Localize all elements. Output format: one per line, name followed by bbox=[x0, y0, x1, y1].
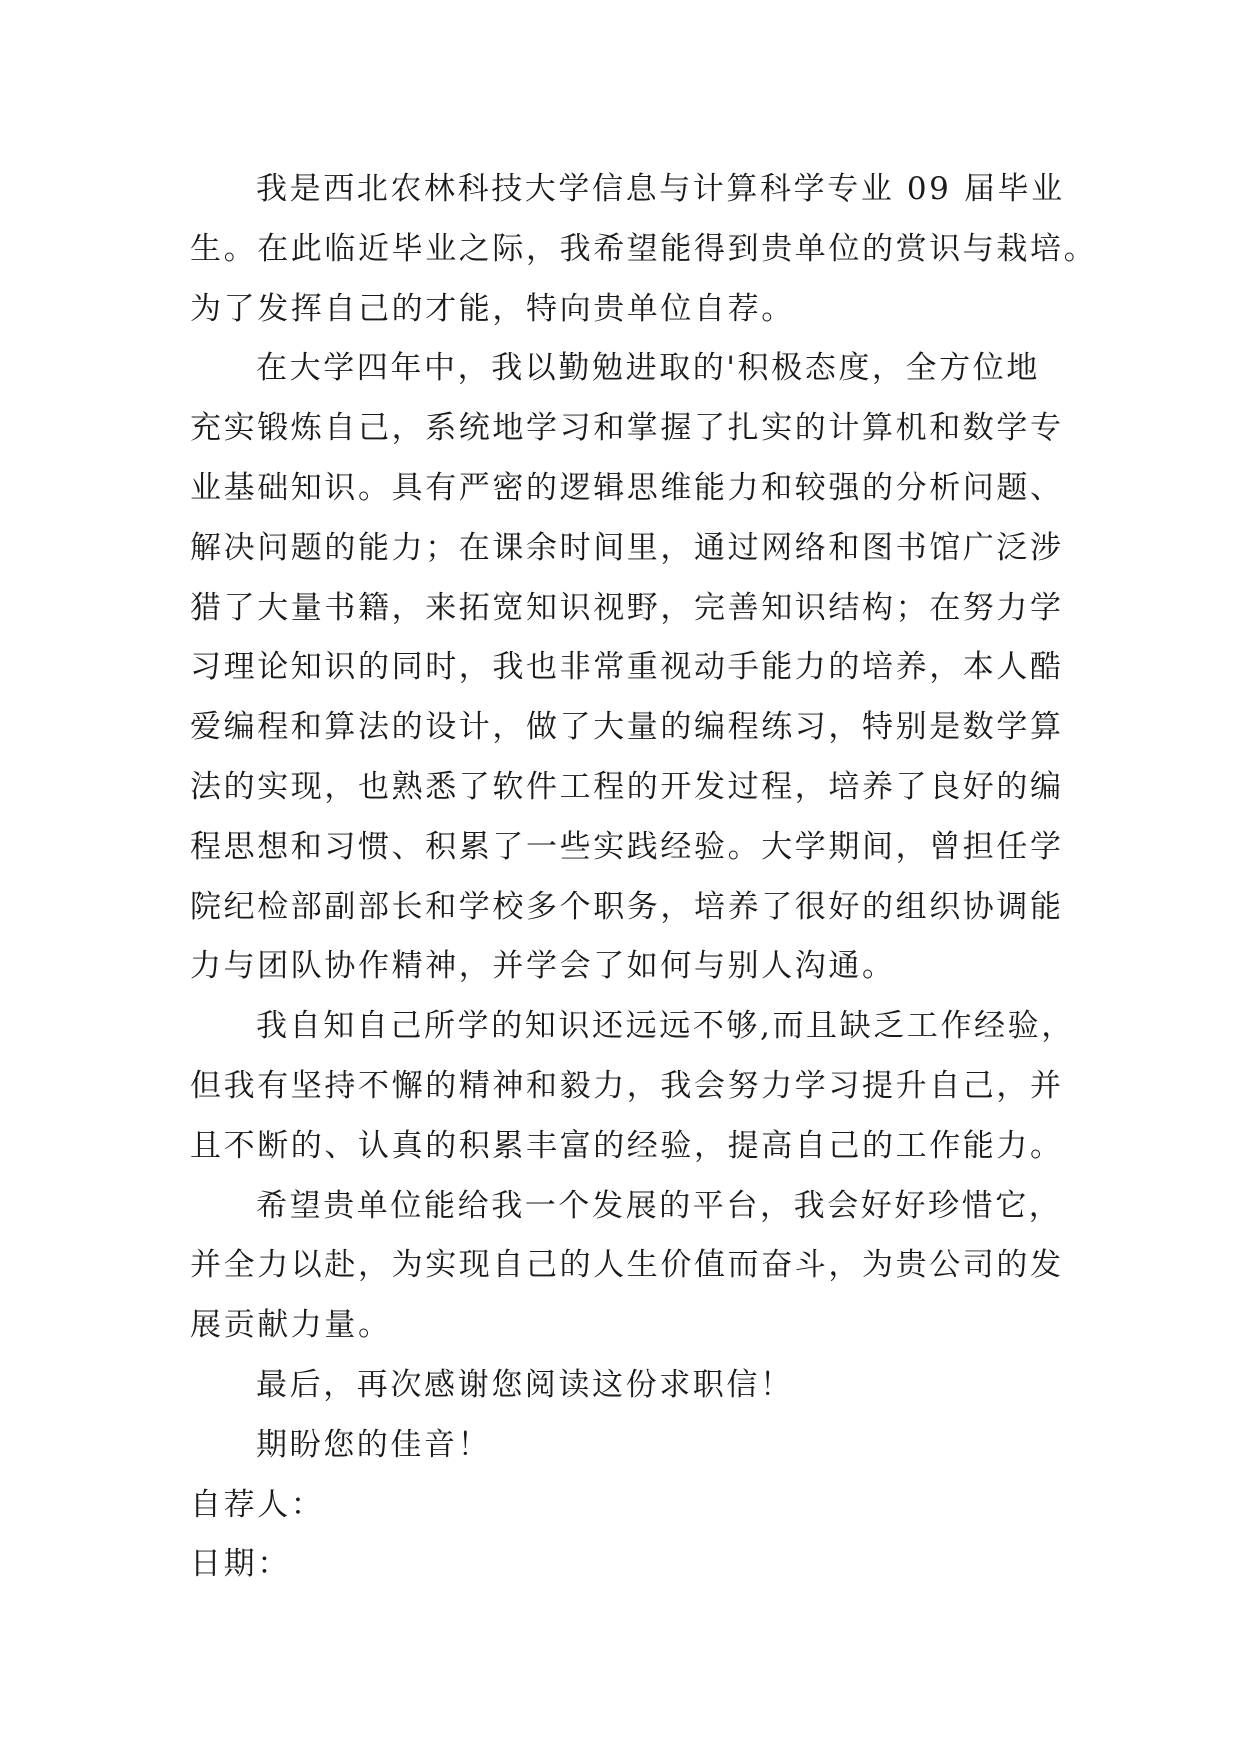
text-line: 法的实现，也熟悉了软件工程的开发过程，培养了良好的编 bbox=[190, 768, 1064, 805]
text-line: 习理论知识的同时，我也非常重视动手能力的培养，本人酷 bbox=[190, 649, 1064, 686]
text-line: 且不断的、认真的积累丰富的经验，提高自己的工作能力。 bbox=[190, 1127, 1064, 1164]
text-line: 展贡献力量。 bbox=[190, 1307, 392, 1344]
signature-label: 自荐人： bbox=[190, 1486, 325, 1523]
text-line: 在大学四年中，我以勤勉进取的'积极态度，全方位地 bbox=[256, 350, 1040, 387]
date-label: 日期： bbox=[190, 1546, 291, 1583]
letter-body bbox=[190, 160, 1098, 1595]
closing-wish: 期盼您的佳音！ bbox=[256, 1426, 492, 1463]
closing-thanks: 最后，再次感谢您阅读这份求职信！ bbox=[256, 1366, 794, 1403]
text-line: 业基础知识。具有严密的逻辑思维能力和较强的分析问题、 bbox=[190, 469, 1064, 506]
text-line: 但我有坚持不懈的精神和毅力，我会努力学习提升自己，并 bbox=[190, 1067, 1064, 1104]
text-line: 我是西北农林科技大学信息与计算科学专业 09 届毕业 bbox=[256, 171, 1065, 207]
text-line: 生。在此临近毕业之际，我希望能得到贵单位的赏识与栽培。 bbox=[190, 230, 1098, 267]
text-line: 解决问题的能力；在课余时间里，通过网络和图书馆广泛涉 bbox=[190, 529, 1064, 566]
text-line: 充实锻炼自己，系统地学习和掌握了扎实的计算机和数学专 bbox=[190, 410, 1064, 447]
text-line: 院纪检部副部长和学校多个职务，培养了很好的组织协调能 bbox=[190, 888, 1064, 925]
text-line: 爱编程和算法的设计，做了大量的编程练习，特别是数学算 bbox=[190, 709, 1064, 746]
text-line: 为了发挥自己的才能，特向贵单位自荐。 bbox=[190, 290, 795, 327]
text-line: 希望贵单位能给我一个发展的平台，我会好好珍惜它， bbox=[256, 1187, 1063, 1224]
text-line: 并全力以赴，为实现自己的人生价值而奋斗，为贵公司的发 bbox=[190, 1247, 1064, 1284]
text-line: 我自知自己所学的知识还远远不够,而且缺乏工作经验， bbox=[256, 1008, 1075, 1045]
text-line: 程思想和习惯、积累了一些实践经验。大学期间，曾担任学 bbox=[190, 828, 1064, 865]
text-line: 力与团队协作精神，并学会了如何与别人沟通。 bbox=[190, 948, 896, 985]
text-line: 猎了大量书籍，来拓宽知识视野，完善知识结构；在努力学 bbox=[190, 589, 1064, 626]
